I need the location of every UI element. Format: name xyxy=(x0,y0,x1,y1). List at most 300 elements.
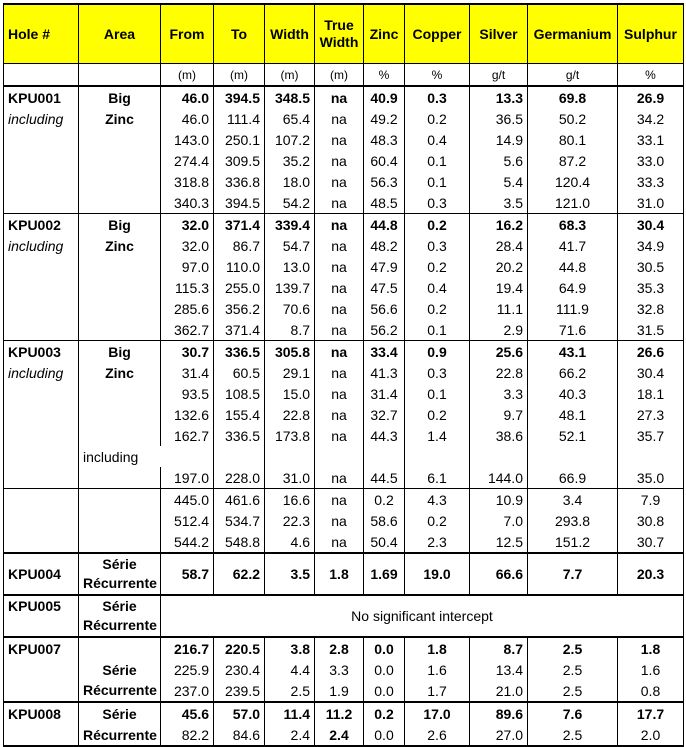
value-cell: 4.3 xyxy=(405,489,470,511)
value-cell: 336.5 xyxy=(214,341,265,363)
hole-id xyxy=(4,319,79,341)
hole-id xyxy=(4,383,79,404)
value-cell: 162.7 xyxy=(161,425,214,446)
value-cell: 69.8 xyxy=(528,86,618,108)
area-cell xyxy=(79,425,161,446)
value-cell: 120.4 xyxy=(528,171,618,192)
value-cell: 11.1 xyxy=(470,298,528,319)
value-cell: 5.6 xyxy=(470,150,528,171)
value-cell: 22.8 xyxy=(265,404,315,425)
value-cell: 255.0 xyxy=(214,277,265,298)
value-cell: 17.0 xyxy=(405,702,470,724)
value-cell: 4.4 xyxy=(265,659,315,680)
hole-id: KPU004 xyxy=(4,553,79,595)
value-cell: 26.6 xyxy=(618,341,684,363)
value-cell: 58.7 xyxy=(161,553,214,595)
value-cell: 0.2 xyxy=(405,298,470,319)
value-cell: 56.3 xyxy=(364,171,405,192)
hole-id xyxy=(4,256,79,277)
table-row xyxy=(4,298,684,319)
value-cell: na xyxy=(315,319,364,341)
value-cell: na xyxy=(315,404,364,425)
value-cell: 66.2 xyxy=(528,362,618,383)
value-cell: na xyxy=(315,150,364,171)
header-area: Area xyxy=(79,4,161,64)
table-row xyxy=(4,637,684,659)
area-cell xyxy=(79,595,161,637)
table-row xyxy=(4,467,684,489)
table-row xyxy=(4,362,684,383)
value-cell: 2.9 xyxy=(470,319,528,341)
value-cell: 18.0 xyxy=(265,171,315,192)
value-cell: 44.8 xyxy=(364,214,405,236)
value-cell: 31.5 xyxy=(618,319,684,341)
value-cell: 108.5 xyxy=(214,383,265,404)
value-cell: 2.5 xyxy=(528,637,618,659)
value-cell: 30.7 xyxy=(161,341,214,363)
value-cell: 21.0 xyxy=(470,680,528,702)
value-cell: 8.7 xyxy=(470,637,528,659)
value-cell: 225.9 xyxy=(161,659,214,680)
drill-results-table xyxy=(3,3,684,747)
value-cell: 32.0 xyxy=(161,214,214,236)
value-cell: 33.3 xyxy=(618,171,684,192)
value-cell: 0.8 xyxy=(618,680,684,702)
value-cell: 3.3 xyxy=(470,383,528,404)
value-cell: 29.1 xyxy=(265,362,315,383)
table-row xyxy=(4,150,684,171)
value-cell: 35.7 xyxy=(618,425,684,446)
value-cell: 250.1 xyxy=(214,129,265,150)
units-row xyxy=(4,64,684,87)
header-width: Width xyxy=(265,4,315,64)
value-cell: 48.5 xyxy=(364,192,405,214)
value-cell: 70.6 xyxy=(265,298,315,319)
value-cell: 56.6 xyxy=(364,298,405,319)
value-cell: 5.4 xyxy=(470,171,528,192)
value-cell: 336.8 xyxy=(214,171,265,192)
value-cell: 356.2 xyxy=(214,298,265,319)
header-sulphur: Sulphur xyxy=(618,4,684,64)
value-cell: 30.4 xyxy=(618,214,684,236)
value-cell: 48.3 xyxy=(364,129,405,150)
value-cell: 1.6 xyxy=(405,659,470,680)
area-cell xyxy=(79,150,161,171)
value-cell: 394.5 xyxy=(214,192,265,214)
value-cell: 46.0 xyxy=(161,108,214,129)
value-cell: 87.2 xyxy=(528,150,618,171)
value-cell: 0.2 xyxy=(405,404,470,425)
value-cell: 1.7 xyxy=(405,680,470,702)
table-row xyxy=(4,680,684,702)
value-cell: 220.5 xyxy=(214,637,265,659)
value-cell: na xyxy=(315,425,364,446)
value-cell: 17.7 xyxy=(618,702,684,724)
table-row xyxy=(4,86,684,108)
area-line: Série xyxy=(102,598,137,614)
hole-id xyxy=(4,404,79,425)
table-row xyxy=(4,404,684,425)
value-cell: 60.5 xyxy=(214,362,265,383)
value-cell: 1.8 xyxy=(315,553,364,595)
value-cell: 3.4 xyxy=(528,489,618,511)
table-row xyxy=(4,659,684,680)
value-cell: 50.2 xyxy=(528,108,618,129)
value-cell: 0.2 xyxy=(405,510,470,531)
value-cell: 32.0 xyxy=(161,235,214,256)
value-cell: 10.9 xyxy=(470,489,528,511)
value-cell: 44.3 xyxy=(364,425,405,446)
value-cell: 56.2 xyxy=(364,319,405,341)
value-cell: 30.5 xyxy=(618,256,684,277)
hole-id: KPU005 xyxy=(4,595,79,637)
value-cell: 1.9 xyxy=(315,680,364,702)
area-cell: Big xyxy=(79,86,161,108)
value-cell: 93.5 xyxy=(161,383,214,404)
value-cell: na xyxy=(315,341,364,363)
value-cell: 0.1 xyxy=(405,383,470,404)
value-cell: 19.0 xyxy=(405,553,470,595)
value-cell: 45.6 xyxy=(161,702,214,724)
including-label: including xyxy=(4,235,79,256)
value-cell: na xyxy=(315,383,364,404)
table-row xyxy=(4,489,684,511)
value-cell: 33.1 xyxy=(618,129,684,150)
area-cell xyxy=(79,256,161,277)
value-cell: 13.0 xyxy=(265,256,315,277)
value-cell: 54.2 xyxy=(265,192,315,214)
area-cell xyxy=(79,319,161,341)
value-cell: 7.9 xyxy=(618,489,684,511)
value-cell: 2.5 xyxy=(528,724,618,746)
value-cell: 1.6 xyxy=(618,659,684,680)
no-intercept-note: No significant intercept xyxy=(161,595,684,637)
value-cell: 49.2 xyxy=(364,108,405,129)
area-cell xyxy=(79,404,161,425)
value-cell: na xyxy=(315,108,364,129)
value-cell: 305.8 xyxy=(265,341,315,363)
value-cell: 54.7 xyxy=(265,235,315,256)
value-cell: 44.8 xyxy=(528,256,618,277)
value-cell: 22.8 xyxy=(470,362,528,383)
value-cell: 31.4 xyxy=(161,362,214,383)
including-label: including xyxy=(4,108,79,129)
value-cell: 44.5 xyxy=(364,467,405,489)
value-cell: 48.2 xyxy=(364,235,405,256)
area-cell: Récurrente xyxy=(79,680,161,702)
value-cell: 0.1 xyxy=(405,319,470,341)
value-cell: 0.3 xyxy=(405,235,470,256)
value-cell: 139.7 xyxy=(265,277,315,298)
hole-id xyxy=(4,171,79,192)
value-cell: na xyxy=(315,298,364,319)
value-cell: 31.0 xyxy=(618,192,684,214)
hole-id: KPU002 xyxy=(4,214,79,236)
value-cell: 31.4 xyxy=(364,383,405,404)
value-cell: 2.5 xyxy=(528,659,618,680)
value-cell: 230.4 xyxy=(214,659,265,680)
hole-id xyxy=(4,277,79,298)
value-cell: 34.2 xyxy=(618,108,684,129)
area-cell xyxy=(79,277,161,298)
unit-cell: % xyxy=(405,64,470,87)
value-cell: 65.4 xyxy=(265,108,315,129)
value-cell: 362.7 xyxy=(161,319,214,341)
value-cell: 274.4 xyxy=(161,150,214,171)
value-cell: 40.3 xyxy=(528,383,618,404)
value-cell: na xyxy=(315,129,364,150)
value-cell: na xyxy=(315,531,364,553)
value-cell: 121.0 xyxy=(528,192,618,214)
value-cell: na xyxy=(315,277,364,298)
value-cell: 237.0 xyxy=(161,680,214,702)
value-cell: 38.6 xyxy=(470,425,528,446)
value-cell: 2.4 xyxy=(315,724,364,746)
table-row xyxy=(4,510,684,531)
area-cell xyxy=(79,637,161,659)
value-cell: 33.0 xyxy=(618,150,684,171)
header-silver: Silver xyxy=(470,4,528,64)
value-cell: 27.3 xyxy=(618,404,684,425)
table-row xyxy=(4,192,684,214)
value-cell: 82.2 xyxy=(161,724,214,746)
value-cell: 0.2 xyxy=(405,256,470,277)
unit-cell: (m) xyxy=(265,64,315,87)
value-cell: 89.6 xyxy=(470,702,528,724)
table-row xyxy=(4,235,684,256)
value-cell: 41.3 xyxy=(364,362,405,383)
area-cell: Zinc xyxy=(79,235,161,256)
table-row xyxy=(4,129,684,150)
value-cell: 2.4 xyxy=(265,724,315,746)
value-cell: 239.5 xyxy=(214,680,265,702)
value-cell: 144.0 xyxy=(470,467,528,489)
table-row xyxy=(4,446,684,467)
including-label: including xyxy=(79,446,214,467)
value-cell: 30.8 xyxy=(618,510,684,531)
area-cell: Série xyxy=(79,659,161,680)
value-cell: 111.4 xyxy=(214,108,265,129)
value-cell: 1.8 xyxy=(405,637,470,659)
value-cell: 68.3 xyxy=(528,214,618,236)
area-cell xyxy=(79,467,161,489)
value-cell: 1.69 xyxy=(364,553,405,595)
value-cell: 512.4 xyxy=(161,510,214,531)
value-cell: 4.6 xyxy=(265,531,315,553)
value-cell: 0.2 xyxy=(364,489,405,511)
area-cell xyxy=(79,383,161,404)
value-cell: 28.4 xyxy=(470,235,528,256)
header-true-width: True Width xyxy=(315,4,364,64)
value-cell: 173.8 xyxy=(265,425,315,446)
unit-cell: % xyxy=(618,64,684,87)
value-cell: 0.3 xyxy=(405,86,470,108)
value-cell: 3.8 xyxy=(265,637,315,659)
hole-id: KPU007 xyxy=(4,637,79,659)
value-cell: 20.3 xyxy=(618,553,684,595)
value-cell: 132.6 xyxy=(161,404,214,425)
value-cell: 2.3 xyxy=(405,531,470,553)
area-cell xyxy=(79,192,161,214)
table-row xyxy=(4,702,684,724)
value-cell: 22.3 xyxy=(265,510,315,531)
table-row xyxy=(4,383,684,404)
hole-cell xyxy=(4,510,79,531)
unit-cell: g/t xyxy=(470,64,528,87)
value-cell: 19.4 xyxy=(470,277,528,298)
value-cell: 394.5 xyxy=(214,86,265,108)
header-row xyxy=(4,4,684,64)
value-cell: na xyxy=(315,489,364,511)
value-cell: 339.4 xyxy=(265,214,315,236)
value-cell: 80.1 xyxy=(528,129,618,150)
unit-cell: (m) xyxy=(214,64,265,87)
value-cell: 155.4 xyxy=(214,404,265,425)
table-row xyxy=(4,214,684,236)
value-cell: 14.9 xyxy=(470,129,528,150)
table-row xyxy=(4,553,684,595)
value-cell: na xyxy=(315,235,364,256)
area-cell xyxy=(79,171,161,192)
value-cell: na xyxy=(315,192,364,214)
area-cell: Big xyxy=(79,341,161,363)
hole-id: KPU001 xyxy=(4,86,79,108)
value-cell: 0.1 xyxy=(405,171,470,192)
value-cell: 71.6 xyxy=(528,319,618,341)
header-to: To xyxy=(214,4,265,64)
value-cell: 6.1 xyxy=(405,467,470,489)
value-cell: 57.0 xyxy=(214,702,265,724)
value-cell: 16.2 xyxy=(470,214,528,236)
hole-id xyxy=(4,425,79,446)
value-cell: 0.0 xyxy=(364,680,405,702)
value-cell: 0.3 xyxy=(405,192,470,214)
value-cell: 548.8 xyxy=(214,531,265,553)
value-cell: 340.3 xyxy=(161,192,214,214)
value-cell: 18.1 xyxy=(618,383,684,404)
value-cell: 1.4 xyxy=(405,425,470,446)
value-cell: 60.4 xyxy=(364,150,405,171)
value-cell: 1.8 xyxy=(618,637,684,659)
value-cell: 228.0 xyxy=(214,467,265,489)
value-cell: 31.0 xyxy=(265,467,315,489)
value-cell: na xyxy=(315,467,364,489)
value-cell: 336.5 xyxy=(214,425,265,446)
value-cell: 35.3 xyxy=(618,277,684,298)
value-cell: 11.4 xyxy=(265,702,315,724)
table-row xyxy=(4,425,684,446)
value-cell: 0.2 xyxy=(405,214,470,236)
value-cell: 35.2 xyxy=(265,150,315,171)
value-cell: 544.2 xyxy=(161,531,214,553)
value-cell: 197.0 xyxy=(161,467,214,489)
value-cell: 43.1 xyxy=(528,341,618,363)
value-cell: 115.3 xyxy=(161,277,214,298)
value-cell: 47.9 xyxy=(364,256,405,277)
value-cell: 7.0 xyxy=(470,510,528,531)
hole-id: KPU003 xyxy=(4,341,79,363)
table-row xyxy=(4,341,684,363)
value-cell: na xyxy=(315,86,364,108)
value-cell: 30.4 xyxy=(618,362,684,383)
value-cell: 2.5 xyxy=(528,680,618,702)
value-cell: 0.0 xyxy=(364,724,405,746)
header-copper: Copper xyxy=(405,4,470,64)
area-cell: Récurrente xyxy=(79,724,161,746)
value-cell: 33.4 xyxy=(364,341,405,363)
area-cell xyxy=(79,298,161,319)
header-hole: Hole # xyxy=(4,4,79,64)
value-cell: 26.9 xyxy=(618,86,684,108)
value-cell: 293.8 xyxy=(528,510,618,531)
value-cell: 371.4 xyxy=(214,319,265,341)
value-cell: 3.5 xyxy=(470,192,528,214)
value-cell: 12.5 xyxy=(470,531,528,553)
value-cell: na xyxy=(315,362,364,383)
value-cell: 48.1 xyxy=(528,404,618,425)
area-cell: Big xyxy=(79,214,161,236)
value-cell: 27.0 xyxy=(470,724,528,746)
hole-cell xyxy=(4,489,79,511)
value-cell: 2.6 xyxy=(405,724,470,746)
area-cell xyxy=(79,489,161,511)
value-cell: 7.6 xyxy=(528,702,618,724)
hole-cell xyxy=(4,467,79,489)
hole-id xyxy=(4,129,79,150)
value-cell: 34.9 xyxy=(618,235,684,256)
hole-id: KPU008 xyxy=(4,702,79,724)
value-cell: 32.8 xyxy=(618,298,684,319)
unit-cell: (m) xyxy=(315,64,364,87)
value-cell: 151.2 xyxy=(528,531,618,553)
value-cell: 13.4 xyxy=(470,659,528,680)
table-row xyxy=(4,531,684,553)
value-cell: 0.4 xyxy=(405,129,470,150)
value-cell: 371.4 xyxy=(214,214,265,236)
drill-results-table-container xyxy=(3,3,684,747)
header-zinc: Zinc xyxy=(364,4,405,64)
area-cell xyxy=(79,531,161,553)
value-cell: na xyxy=(315,171,364,192)
unit-cell: (m) xyxy=(161,64,214,87)
value-cell: 66.6 xyxy=(470,553,528,595)
hole-id xyxy=(4,192,79,214)
value-cell: 50.4 xyxy=(364,531,405,553)
value-cell: 0.3 xyxy=(405,362,470,383)
hole-id xyxy=(4,659,79,680)
value-cell: 110.0 xyxy=(214,256,265,277)
value-cell: 30.7 xyxy=(618,531,684,553)
value-cell: 47.5 xyxy=(364,277,405,298)
value-cell: 20.2 xyxy=(470,256,528,277)
area-cell: Zinc xyxy=(79,362,161,383)
value-cell: 64.9 xyxy=(528,277,618,298)
area-cell xyxy=(79,553,161,595)
value-cell: 41.7 xyxy=(528,235,618,256)
value-cell: 35.0 xyxy=(618,467,684,489)
area-cell: Zinc xyxy=(79,108,161,129)
area-cell: Série xyxy=(79,702,161,724)
value-cell: 107.2 xyxy=(265,129,315,150)
value-cell: 534.7 xyxy=(214,510,265,531)
header-from: From xyxy=(161,4,214,64)
value-cell: 40.9 xyxy=(364,86,405,108)
value-cell: 0.0 xyxy=(364,659,405,680)
value-cell: 86.7 xyxy=(214,235,265,256)
value-cell: na xyxy=(315,510,364,531)
value-cell: 62.2 xyxy=(214,553,265,595)
value-cell: 318.8 xyxy=(161,171,214,192)
